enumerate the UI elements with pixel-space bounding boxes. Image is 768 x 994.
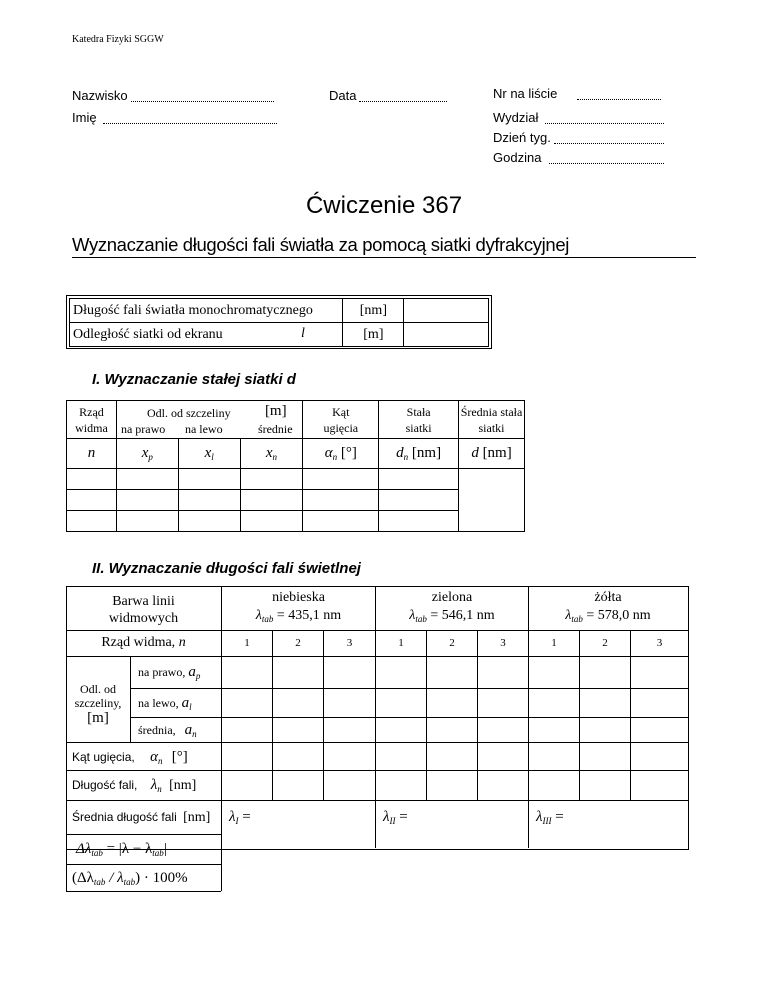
order-num: 1 bbox=[244, 637, 250, 649]
hline-1 bbox=[66, 630, 688, 631]
hline-4 bbox=[130, 717, 688, 718]
cell[interactable] bbox=[303, 511, 379, 532]
date-field[interactable] bbox=[359, 101, 447, 102]
wavelength-label: Długość fali, $\lambda_n$ [nm] bbox=[72, 777, 197, 794]
screen-distance-unit: [m] bbox=[343, 323, 404, 347]
hline-3 bbox=[130, 688, 688, 689]
weekday-label: Dzień tyg. bbox=[493, 130, 551, 145]
cell[interactable] bbox=[178, 511, 240, 532]
sym-xn: $x_n$ bbox=[240, 439, 303, 469]
faculty-field[interactable] bbox=[545, 123, 664, 124]
color-blue-lambda: $\lambda_{tab} = 435,1$ nm bbox=[255, 608, 342, 624]
color-yellow-lambda: $\lambda_{tab} = 578,0$ nm bbox=[565, 608, 651, 624]
lambda-II: $\lambda_{II}$ = bbox=[383, 809, 408, 826]
cell[interactable] bbox=[240, 511, 303, 532]
cell[interactable] bbox=[178, 469, 240, 490]
order-num: 3 bbox=[346, 637, 353, 649]
surname-field[interactable] bbox=[131, 101, 274, 102]
exercise-subtitle: Wyznaczanie długości fali światła za pomocą siatki dyfrakcyjnej bbox=[72, 234, 570, 255]
line-color-header: Barwa linii widmowych bbox=[108, 594, 179, 626]
sym-alpha: $\alpha_n$ [°] bbox=[303, 439, 379, 469]
weekday-field[interactable] bbox=[554, 143, 664, 144]
sym-dbar: d [nm] bbox=[459, 439, 525, 469]
cell[interactable] bbox=[67, 511, 117, 532]
formula-left-border bbox=[66, 834, 67, 891]
order-num: 1 bbox=[398, 637, 404, 649]
right-header: na prawo bbox=[120, 422, 166, 436]
cell[interactable] bbox=[240, 469, 303, 490]
name-label: Imię bbox=[72, 110, 97, 125]
distance-header bbox=[116, 401, 302, 439]
order-num: 2 bbox=[602, 637, 608, 649]
avg-wavelength-label: Średnia długość fali [nm] bbox=[72, 810, 211, 825]
subcol-border bbox=[579, 630, 580, 800]
top-table bbox=[69, 298, 489, 347]
dist-label: Odl. od szczeliny, bbox=[74, 682, 122, 710]
cell[interactable] bbox=[379, 469, 459, 490]
relative-formula: $(\Delta\lambda_{tab} / \lambda_{tab}) \cdot 100\%$ bbox=[72, 870, 188, 887]
const-header: Stała siatki bbox=[379, 401, 459, 439]
distance-unit: [m] bbox=[264, 403, 287, 419]
screen-distance-text: Odległość siatki od ekranu bbox=[73, 326, 223, 342]
angle-label: Kąt ugięcia, $\alpha_n$ [°] bbox=[72, 749, 188, 766]
order-num: 1 bbox=[551, 637, 557, 649]
avg-const-cell[interactable] bbox=[459, 469, 525, 532]
subcol-border bbox=[426, 630, 427, 800]
wavelength-mono-label: Długość fali światła monochromatycznego bbox=[70, 299, 343, 323]
subcol-border bbox=[477, 630, 478, 800]
hline-8 bbox=[66, 834, 221, 835]
cell[interactable] bbox=[379, 511, 459, 532]
hline-5 bbox=[66, 742, 688, 743]
avg-label: średnia, $a_n$ bbox=[138, 722, 197, 739]
lambda-I: $\lambda_I$ = bbox=[229, 809, 251, 826]
institution-header: Katedra Fizyki SGGW bbox=[72, 34, 164, 45]
cell[interactable] bbox=[67, 469, 117, 490]
section1-heading: I. Wyznaczanie stałej siatki d bbox=[92, 371, 296, 388]
right-label: na prawo, $a_p$ bbox=[138, 664, 201, 681]
order-num: 3 bbox=[656, 637, 663, 649]
date-label: Data bbox=[329, 88, 357, 103]
color-blue-header bbox=[222, 589, 375, 628]
label-col-border bbox=[221, 586, 222, 891]
left-header: na lewo bbox=[184, 422, 223, 436]
order-num: 2 bbox=[449, 637, 455, 649]
color-green-name: zielona bbox=[431, 590, 473, 605]
list-no-label: Nr na liście bbox=[493, 86, 558, 101]
grating-table bbox=[66, 400, 525, 532]
color-yellow-name: żółta bbox=[594, 590, 622, 605]
order-header: Rząd widma bbox=[67, 401, 117, 439]
sym-d: $d_n$ [nm] bbox=[379, 439, 459, 469]
color-yellow-header bbox=[529, 589, 687, 628]
subcol-border bbox=[630, 630, 631, 800]
cell[interactable] bbox=[116, 490, 178, 511]
color-blue-name: niebieska bbox=[272, 590, 325, 605]
lambda-III: $\lambda_{III}$ = bbox=[536, 809, 564, 826]
sym-n: n bbox=[67, 439, 117, 469]
order-label: Rząd widma, n bbox=[101, 635, 186, 650]
sym-xp: $x_p$ bbox=[116, 439, 178, 469]
cell[interactable] bbox=[240, 490, 303, 511]
order-num: 3 bbox=[500, 637, 506, 649]
left-label: na lewo, $a_l$ bbox=[138, 695, 192, 712]
color-green-lambda: $\lambda_{tab} = 546,1$ nm bbox=[409, 608, 495, 624]
hline-2 bbox=[66, 656, 688, 657]
exercise-title: Ćwiczenie 367 bbox=[305, 192, 463, 219]
title-rule bbox=[72, 257, 696, 258]
section2-heading: II. Wyznaczanie długości fali świetlnej bbox=[92, 560, 361, 577]
dist-unit: [m] bbox=[87, 710, 109, 726]
hline-9 bbox=[66, 864, 221, 865]
subcol-border bbox=[272, 630, 273, 800]
cell[interactable] bbox=[67, 490, 117, 511]
cell[interactable] bbox=[178, 490, 240, 511]
hour-label: Godzina bbox=[493, 150, 542, 165]
avg-const-header: Średnia stała siatki bbox=[459, 401, 525, 439]
dist-col-border bbox=[130, 656, 131, 742]
faculty-label: Wydział bbox=[493, 110, 539, 125]
delta-formula: $\Delta\lambda_{tab} = |\lambda - \lambda_{tab}|$ bbox=[76, 841, 167, 858]
hline-7 bbox=[66, 800, 688, 801]
hour-field[interactable] bbox=[549, 163, 664, 164]
list-no-field[interactable] bbox=[577, 99, 661, 100]
name-field[interactable] bbox=[103, 123, 277, 124]
wavelength-mono-unit: [nm] bbox=[343, 299, 404, 323]
surname-label: Nazwisko bbox=[72, 88, 128, 103]
cell[interactable] bbox=[116, 511, 178, 532]
cell[interactable] bbox=[116, 469, 178, 490]
hline-6 bbox=[66, 770, 688, 771]
cell[interactable] bbox=[303, 490, 379, 511]
subcol-border bbox=[323, 630, 324, 800]
color-green-header bbox=[376, 589, 528, 628]
cell[interactable] bbox=[379, 490, 459, 511]
screen-distance-value[interactable] bbox=[404, 323, 489, 347]
wavelength-mono-value[interactable] bbox=[404, 299, 489, 323]
sym-xl: $x_l$ bbox=[178, 439, 240, 469]
distance-header-text: Odl. od szczeliny bbox=[146, 406, 231, 420]
order-num: 2 bbox=[295, 637, 301, 649]
angle-header: Kąt ugięcia bbox=[303, 401, 379, 439]
hline-10 bbox=[66, 891, 221, 892]
screen-distance-symbol: l bbox=[301, 326, 305, 341]
screen-distance-label bbox=[70, 323, 343, 347]
cell[interactable] bbox=[303, 469, 379, 490]
avg-header: średnie bbox=[257, 422, 293, 436]
